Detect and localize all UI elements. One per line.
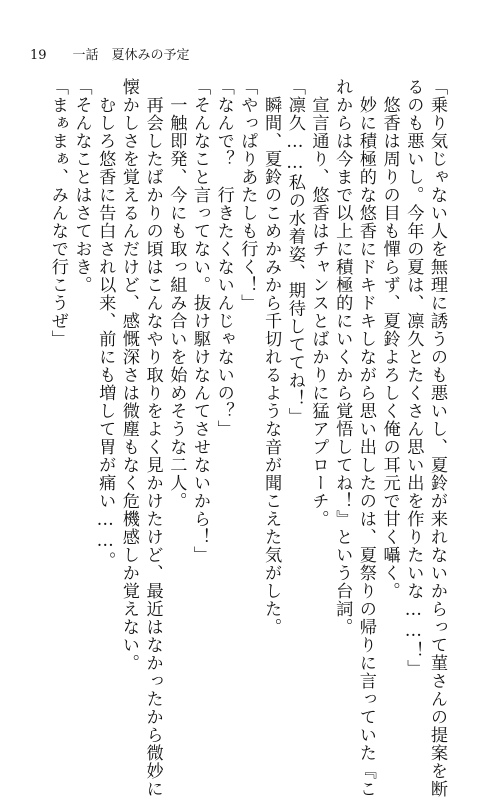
text-column: 「まぁまぁ、みんなで行こうぜ」 [47, 78, 68, 348]
text-column: 「凛久……私の水着姿、期待しててね！」 [284, 78, 305, 426]
text-column: 瞬間、夏鈴のこめかみから千切れるような音が聞こえた気がした。 [261, 78, 282, 636]
text-column: れからは今まで以上に積極的にいくから覚悟してね！』という台詞。 [332, 78, 353, 636]
text-column: 「そんなことはさておき。 [71, 78, 92, 294]
text-column: 悠香は周りの目も憚らず、夏鈴よろしく俺の耳元で甘く囁く。 [379, 78, 400, 600]
text-column: 懐かしさを覚えるんだけど、感慨深さは微塵もなく危機感しか覚えない。 [118, 78, 139, 672]
text-column: 妙に積極的な悠香にドキドキしながら思い出したのは、夏祭りの帰りに言っていた『こ [355, 78, 376, 798]
text-column: 「そんなこと言ってない。抜け駆けなんてさせないから！」 [190, 78, 210, 564]
vertical-text-body [45, 78, 448, 798]
page-header [30, 44, 190, 63]
text-column: 「なんで？ 行きたくないんじゃないの？」 [213, 78, 234, 438]
text-column: るのも悪いし。今年の夏は、凛久とたくさん思い出を作りたいな……！」 [403, 78, 424, 678]
running-title: 一話 夏休みの予定 [72, 48, 190, 63]
text-column: 再会したばかりの頃はこんなやり取りをよく見かけたけど、最近はなかったから微妙に [142, 78, 163, 798]
text-column: むしろ悠香に告白され以来、前にも増して胃が痛い……。 [95, 78, 116, 570]
text-column: 宣言通り、悠香はチャンスとばかりに猛アプローチ。 [308, 78, 329, 528]
text-column: 「乗り気じゃない人を無理に誘うのも悪いし、夏鈴が来れないからって菫さんの提案を断 [427, 78, 447, 798]
text-column: 「やっぱりあたしも行く！」 [237, 78, 258, 312]
text-column: 一触即発、今にも取っ組み合いを始めそうな二人。 [166, 78, 187, 510]
page-number: 19 [30, 48, 47, 63]
